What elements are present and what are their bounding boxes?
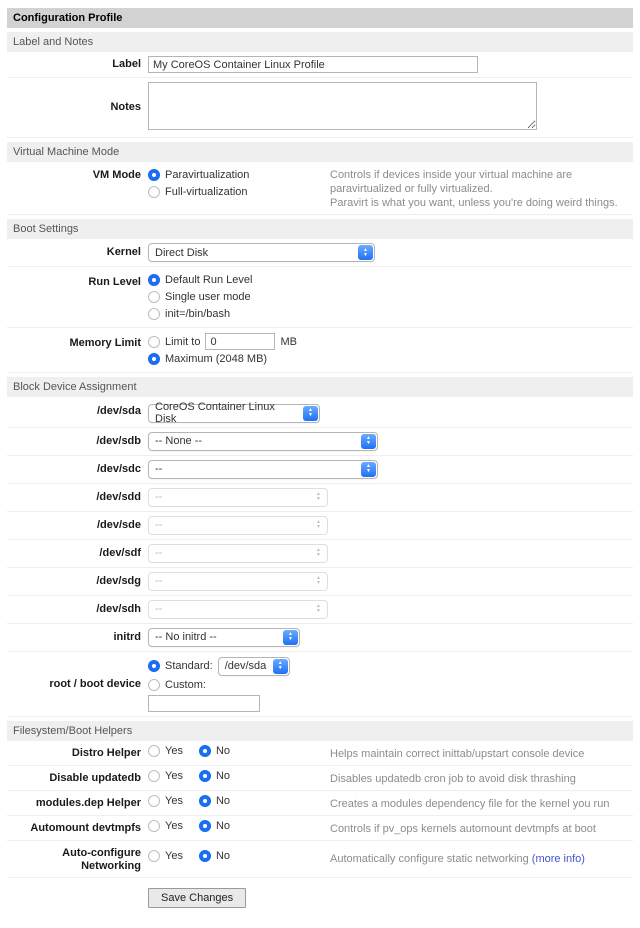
no-label: No [215, 849, 231, 862]
custom-root-label: Custom: [165, 678, 206, 691]
init-bin-bash-option[interactable] [148, 306, 633, 322]
automount-devtmpfs-label: Automount devtmpfs [30, 821, 141, 834]
standard-root-radio[interactable] [148, 660, 160, 672]
limit-to-label: Limit to [165, 335, 201, 348]
paravirtualization-label: Paravirtualization [165, 169, 250, 181]
root-boot-device-row [7, 652, 633, 717]
notes-textarea[interactable] [148, 82, 537, 130]
dev-sdb-select[interactable] [148, 432, 378, 451]
select-arrows-icon: ▲ ▼ [361, 434, 376, 449]
select-arrows-icon: ▲ ▼ [316, 603, 321, 614]
dev-sdd-row [7, 484, 633, 512]
standard-root-option[interactable] [148, 657, 633, 676]
dev-sdh-row [7, 596, 633, 624]
no-label: No [215, 819, 231, 832]
label-field-label: Label [112, 58, 141, 70]
dev-sdd-select-value: -- [155, 491, 163, 503]
vm-mode-label: VM Mode [92, 169, 141, 181]
dev-sdf-row [7, 540, 633, 568]
auto-configure-networking-help-text: Automatically configure static networking [330, 852, 529, 865]
section-label-and-notes: Label and Notes [7, 32, 633, 52]
auto-configure-networking-label: Auto-configure Networking [62, 846, 141, 872]
distro-helper-row [7, 741, 633, 766]
distro-helper-no-radio[interactable] [199, 745, 211, 757]
dev-sdc-select[interactable] [148, 460, 378, 479]
notes-row [7, 78, 633, 138]
distro-helper-help: Helps maintain correct inittab/upstart console device [330, 747, 585, 760]
memory-limit-row [7, 328, 633, 373]
vm-mode-help-line2: Paravirt is what you want, unless you're doing weird things. [330, 197, 618, 209]
modules-dep-helper-yes-radio[interactable] [148, 795, 160, 807]
modules-dep-helper-label: modules.dep Helper [35, 796, 141, 809]
vm-mode-row [7, 162, 633, 215]
dev-sdg-row [7, 568, 633, 596]
initrd-select[interactable] [148, 628, 300, 647]
disable-updatedb-label: Disable updatedb [49, 771, 141, 784]
page-title: Configuration Profile [7, 8, 633, 28]
select-arrows-icon: ▲ ▼ [316, 575, 321, 586]
dev-sdg-label: /dev/sdg [96, 574, 141, 587]
dev-sdb-select-value: -- None -- [155, 435, 203, 447]
kernel-row [7, 239, 633, 267]
root-boot-device-label: root / boot device [49, 677, 141, 690]
more-info-link[interactable]: (more info) [531, 852, 585, 865]
custom-root-radio[interactable] [148, 679, 160, 691]
select-arrows-icon: ▲ ▼ [273, 659, 288, 674]
automount-devtmpfs-yes-radio[interactable] [148, 820, 160, 832]
dev-sdf-select-value: -- [155, 547, 163, 559]
dev-sdh-select-value: -- [155, 603, 163, 615]
label-row [7, 52, 633, 78]
run-level-label: Run Level [88, 276, 141, 288]
select-arrows-icon: ▲ ▼ [316, 519, 321, 530]
limit-to-option[interactable] [148, 333, 633, 350]
modules-dep-helper-no-radio[interactable] [199, 795, 211, 807]
select-arrows-icon: ▲ ▼ [316, 547, 321, 558]
init-bin-bash-label: init=/bin/bash [165, 308, 231, 320]
modules-dep-helper-row [7, 791, 633, 816]
dev-sda-select[interactable] [148, 401, 320, 425]
dev-sda-row [7, 397, 633, 428]
dev-sdd-select [148, 488, 328, 507]
kernel-select[interactable] [148, 243, 375, 262]
no-label: No [215, 769, 231, 782]
disable-updatedb-help: Disables updatedb cron job to avoid disk thrashing [330, 772, 576, 785]
automount-devtmpfs-help: Controls if pv_ops kernels automount devtmpfs at boot [330, 822, 596, 835]
select-arrows-icon: ▲ ▼ [316, 491, 321, 502]
dev-sdh-label: /dev/sdh [96, 602, 141, 615]
init-bin-bash-radio[interactable] [148, 308, 160, 320]
maximum-label: Maximum (2048 MB) [165, 353, 268, 365]
dev-sdf-select [148, 544, 328, 563]
label-input[interactable] [148, 56, 478, 73]
full-virtualization-label: Full-virtualization [165, 186, 248, 198]
yes-label: Yes [165, 794, 183, 807]
custom-root-option[interactable] [148, 677, 633, 693]
dev-sda-select-value: CoreOS Container Linux Disk [155, 401, 275, 425]
yes-label: Yes [165, 849, 183, 862]
distro-helper-label: Distro Helper [71, 746, 141, 759]
standard-root-select-value: /dev/sda [224, 660, 267, 672]
memory-limit-label: Memory Limit [69, 337, 141, 349]
single-user-mode-option[interactable] [148, 289, 633, 305]
auto-configure-networking-yes-radio[interactable] [148, 850, 160, 862]
dev-sde-row [7, 512, 633, 540]
limit-to-radio[interactable] [148, 336, 160, 348]
select-arrows-icon: ▲ ▼ [283, 630, 298, 645]
section-boot-settings: Boot Settings [7, 219, 633, 239]
dev-sdg-select [148, 572, 328, 591]
maximum-radio[interactable] [148, 353, 160, 365]
vm-mode-help [330, 166, 633, 210]
memory-limit-input[interactable] [205, 333, 275, 350]
yes-label: Yes [165, 819, 183, 832]
notes-field-label: Notes [110, 101, 141, 113]
default-run-level-label: Default Run Level [165, 274, 253, 286]
single-user-mode-radio[interactable] [148, 291, 160, 303]
save-changes-button[interactable]: Save Changes [148, 888, 246, 908]
dev-sda-label: /dev/sda [96, 405, 141, 418]
automount-devtmpfs-row [7, 816, 633, 841]
memory-unit-label: MB [280, 335, 297, 348]
default-run-level-option[interactable] [148, 272, 633, 288]
dev-sdb-row [7, 428, 633, 456]
dev-sdc-select-value: -- [155, 463, 163, 475]
select-arrows-icon: ▲ ▼ [303, 406, 318, 421]
disable-updatedb-row [7, 766, 633, 791]
paravirtualization-radio[interactable] [148, 169, 160, 181]
section-filesystem-boot-helpers: Filesystem/Boot Helpers [7, 721, 633, 741]
section-virtual-machine-mode: Virtual Machine Mode [7, 142, 633, 162]
custom-root-input[interactable] [148, 695, 260, 712]
no-label: No [215, 744, 231, 757]
yes-label: Yes [165, 744, 183, 757]
select-arrows-icon: ▲ ▼ [361, 462, 376, 477]
dev-sdb-label: /dev/sdb [96, 434, 141, 447]
initrd-label: initrd [113, 630, 141, 643]
automount-devtmpfs-no-radio[interactable] [199, 820, 211, 832]
kernel-label: Kernel [106, 246, 141, 258]
dev-sde-label: /dev/sde [96, 518, 141, 531]
auto-configure-networking-help [330, 845, 633, 866]
dev-sde-select [148, 516, 328, 535]
select-arrows-icon: ▲ ▼ [358, 245, 373, 260]
initrd-select-value: -- No initrd -- [155, 631, 217, 643]
disable-updatedb-no-radio[interactable] [199, 770, 211, 782]
run-level-row [7, 267, 633, 328]
dev-sde-select-value: -- [155, 519, 163, 531]
dev-sdd-label: /dev/sdd [96, 490, 141, 503]
dev-sdc-row [7, 456, 633, 484]
standard-root-select[interactable] [218, 657, 290, 676]
no-label: No [215, 794, 231, 807]
default-run-level-radio[interactable] [148, 274, 160, 286]
full-virtualization-radio[interactable] [148, 186, 160, 198]
kernel-select-value: Direct Disk [155, 246, 209, 259]
full-virtualization-option[interactable] [148, 184, 330, 200]
section-block-device-assignment: Block Device Assignment [7, 377, 633, 397]
distro-helper-yes-radio[interactable] [148, 745, 160, 757]
vm-mode-help-line1: Controls if devices inside your virtual machine are paravirtualized or fully virtualized. [330, 169, 573, 195]
paravirtualization-option[interactable] [148, 167, 330, 183]
yes-label: Yes [165, 769, 183, 782]
auto-configure-networking-no-radio[interactable] [199, 850, 211, 862]
disable-updatedb-yes-radio[interactable] [148, 770, 160, 782]
dev-sdh-select [148, 600, 328, 619]
dev-sdc-label: /dev/sdc [96, 462, 141, 475]
single-user-mode-label: Single user mode [165, 291, 251, 303]
initrd-row [7, 624, 633, 652]
modules-dep-helper-help: Creates a modules dependency file for the kernel you run [330, 797, 610, 810]
auto-configure-networking-row [7, 841, 633, 878]
dev-sdg-select-value: -- [155, 575, 163, 587]
maximum-option[interactable] [148, 351, 633, 367]
dev-sdf-label: /dev/sdf [99, 546, 141, 559]
standard-root-label: Standard: [165, 660, 213, 672]
